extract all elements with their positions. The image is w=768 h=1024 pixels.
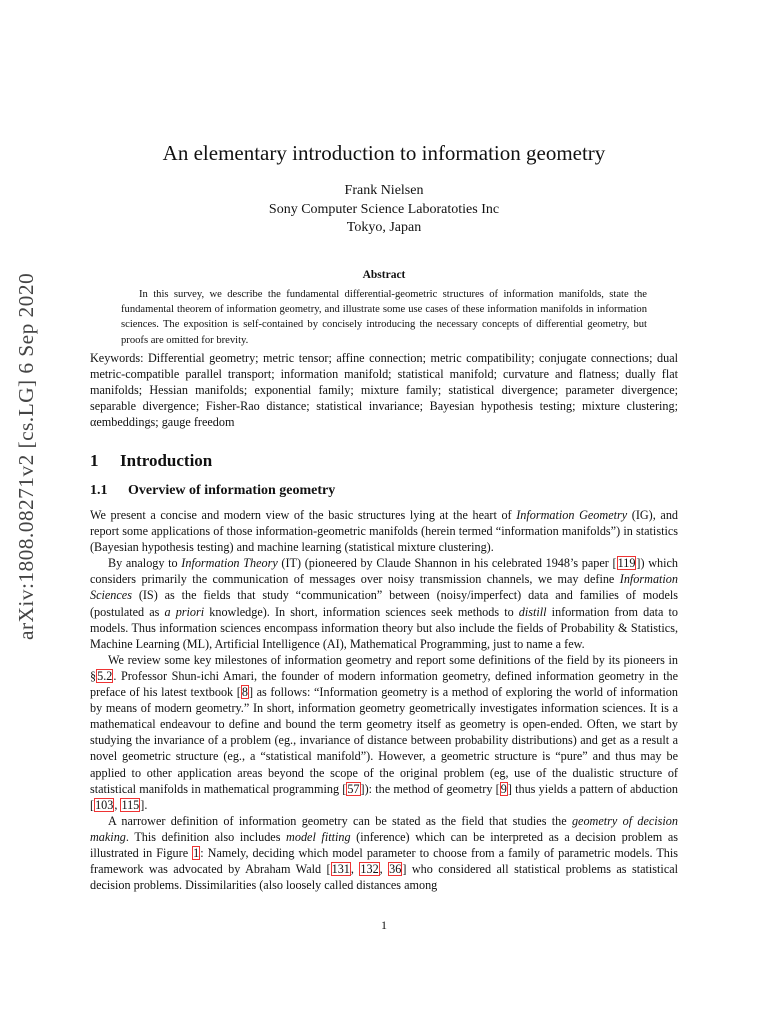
author-name: Frank Nielsen [344, 183, 424, 198]
author-affiliation: Sony Computer Science Laboratoties Inc [268, 202, 500, 217]
subsection-title: Overview of information geometry [128, 483, 336, 498]
abstract-text: In this survey, we describe the fundamental differential-geometric structures of information manifolds, state the fundamental theorem of information geometry, and illustrate some use cases of these information manifolds in information sciences. The exposition is self-contained by concisely introducing the necessary concepts of differential geometry, but proofs are omitted for brevity. [121, 289, 647, 346]
citation-link[interactable]: 8 [241, 685, 248, 700]
section-heading [90, 451, 212, 471]
citation-link[interactable]: 132 [360, 862, 379, 877]
section-title: Introduction [120, 451, 213, 470]
citation-link[interactable]: 57 [347, 781, 360, 796]
citation-link[interactable]: 119 [617, 556, 636, 571]
citation-link[interactable]: 103 [95, 797, 114, 812]
keywords: Keywords: Differential geometry; metric tensor; affine connection; metric compatibility; conjugate connections; dual metric-compatible parallel transport; information manifold; statistical manifold; curvature and flatness; dually flat manifolds; Hessian manifolds; exponential family; mixture family; statistical divergence; parameter divergence; separable divergence; Fisher-Rao distance; statistical invariance; Bayesian hypothesis testing; mixture clustering; αembeddings; gauge freedom [90, 351, 678, 429]
citation-link[interactable]: 36 [389, 862, 402, 877]
body-text [90, 507, 678, 893]
citation-link[interactable]: 9 [500, 781, 507, 796]
citation-link[interactable]: 131 [331, 862, 350, 877]
paragraph-4: A narrower definition of information geometry can be stated as the field that studies the geometry of decision making. This definition also includes model fitting (inference) which can be interpreted as a decision problem as illustrated in Figure 1: Namely, deciding which model parameter to choose from a family of parametric models. This framework was advocated by Abraham Wald [131, 132, 36] who considered all statistical problems as statistical decision problems. Dissimilarities (also loosely called distances among [90, 813, 679, 893]
author-location: Tokyo, Japan [346, 220, 422, 235]
page-number: 1 [381, 918, 387, 932]
subsection-number: 1.1 [90, 483, 108, 498]
paragraph-3: We review some key milestones of information geometry and report some definitions of the field by its pioneers in §5.2. Professor Shun-ichi Amari, the founder of modern information geometry, defined information geometry in the preface of his latest textbook [8] as follows: “Information geometry is a method of exploring the world of information by means of modern geometry.” In short, information geometry geometrically investigates information sciences. It is a mathematical endeavour to define and bound the term geometry itself as geometry is open-ended. Often, we start by studying the invariance of a problem (eg., invariance of distance between probability distributions) and get as a result a novel geometric structure (eg., a “statistical manifold”). However, a geometric structure is “pure” and thus may be applied to other application areas beyond the scope of the original problem (eg, use of the dualistic structure of statistical manifolds in mathematical programming [57]): the method of geometry [9] thus yields a pattern of abduction [103, 115]. [90, 652, 678, 812]
section-link[interactable]: 5.2 [97, 668, 113, 683]
figure-link[interactable]: 1 [193, 845, 200, 860]
paragraph-2: By analogy to Information Theory (IT) (pioneered by Claude Shannon in his celebrated 1948’s paper [119]) which considers primarily the communication of messages over noisy transmission channels, we may define Information Sciences (IS) as the fields that study “communication” between (noisy/imperfect) data and families of models (postulated as a priori knowledge). In short, information sciences seek methods to distill information from data to models. Thus information sciences encompass information theory but also include the fields of Probability & Statistics, Machine Learning (ML), Artificial Intelligence (AI), Mathematical Programming, just to name a few. [90, 556, 678, 651]
citation-link[interactable]: 115 [121, 797, 140, 812]
paper-title: An elementary introduction to information geometry [162, 141, 606, 165]
section-number: 1 [90, 451, 99, 470]
arxiv-identifier: arXiv:1808.08271v2 [cs.LG] 6 Sep 2020 [14, 272, 38, 640]
subsection-heading [90, 483, 335, 499]
abstract-heading: Abstract [362, 269, 406, 281]
paragraph-1: We present a concise and modern view of the basic structures lying at the heart of Information Geometry (IG), and report some applications of those information-geometric manifolds (herein termed “information manifolds”) in statistics (Bayesian hypothesis testing) and machine learning (statistical mixture clustering). [90, 508, 679, 555]
